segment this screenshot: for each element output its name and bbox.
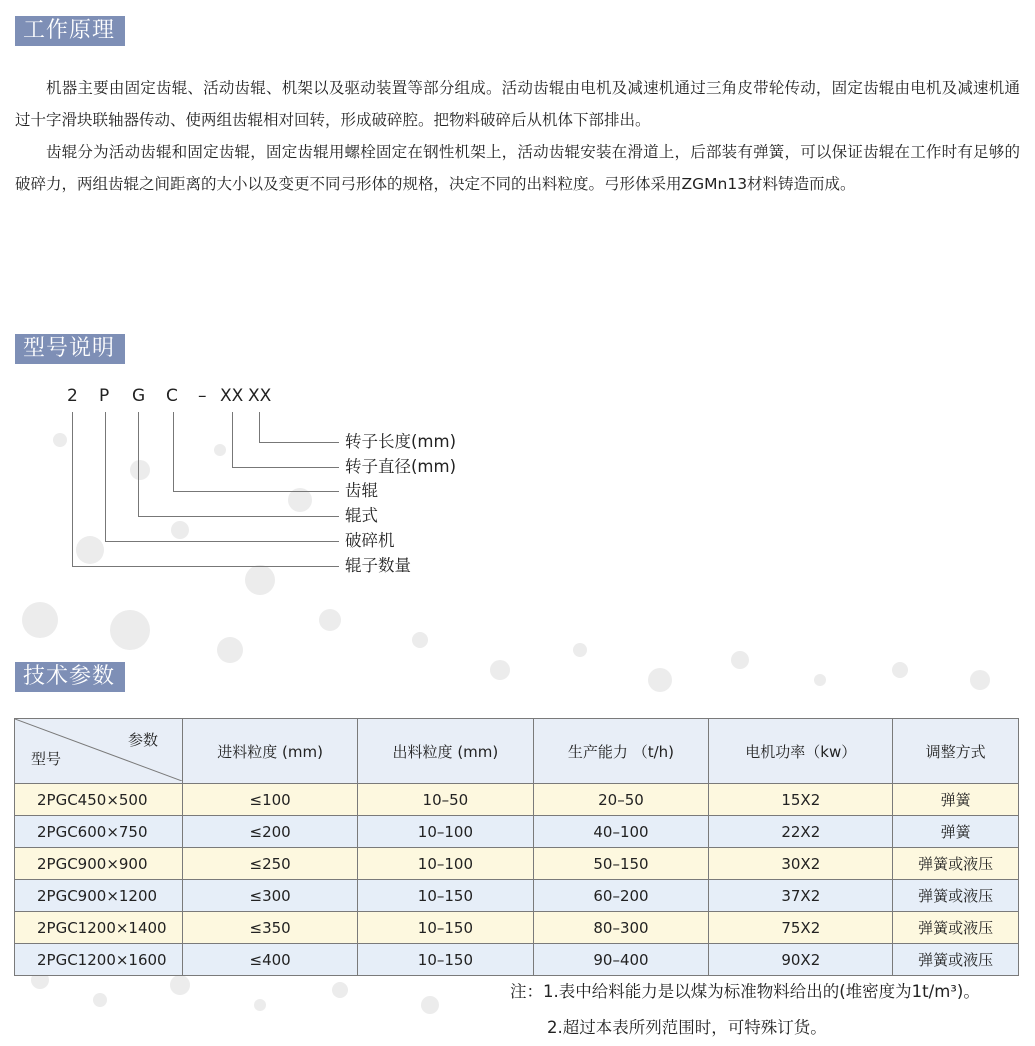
cell-adjustment: 弹簧或液压 — [893, 880, 1019, 912]
cell-capacity: 80–300 — [533, 912, 709, 944]
cell-motor-power: 37X2 — [709, 880, 893, 912]
code-char-roll-type: G — [132, 386, 146, 406]
code-rotor-diameter: XX — [220, 386, 244, 406]
header-feed-size: 进料粒度 (mm) — [183, 719, 358, 784]
cell-output-size: 10–100 — [358, 848, 533, 880]
intro-text — [15, 72, 1020, 200]
table-row — [15, 880, 1019, 912]
table-header-row — [15, 719, 1019, 784]
note-2: 2.超过本表所列范围时，可特殊订货。 — [547, 1018, 827, 1037]
table-row — [15, 912, 1019, 944]
cell-feed-size: ≤250 — [183, 848, 358, 880]
connector-line — [72, 566, 339, 567]
cell-output-size: 10–150 — [358, 880, 533, 912]
cell-feed-size: ≤400 — [183, 944, 358, 976]
cell-capacity: 50–150 — [533, 848, 709, 880]
cell-output-size: 10–150 — [358, 944, 533, 976]
legend-rotor-length: 转子长度(mm) — [345, 432, 457, 451]
cell-adjustment: 弹簧 — [893, 816, 1019, 848]
table-row — [15, 944, 1019, 976]
corner-label-model: 型号 — [31, 750, 62, 768]
code-char-tooth-roll: C — [166, 386, 178, 406]
table-corner-header — [15, 719, 183, 784]
cell-adjustment: 弹簧或液压 — [893, 848, 1019, 880]
cell-capacity: 40–100 — [533, 816, 709, 848]
header-output-size: 出料粒度 (mm) — [358, 719, 533, 784]
cell-motor-power: 90X2 — [709, 944, 893, 976]
code-rotor-length: XX — [248, 386, 272, 406]
header-adjustment: 调整方式 — [893, 719, 1019, 784]
section-title-technical-params: 技术参数 — [15, 662, 125, 692]
spec-table — [14, 718, 1019, 976]
connector-line — [173, 412, 174, 491]
cell-capacity: 20–50 — [533, 784, 709, 816]
cell-output-size: 10–100 — [358, 816, 533, 848]
legend-roller-count: 辊子数量 — [345, 556, 411, 575]
cell-capacity: 90–400 — [533, 944, 709, 976]
connector-line — [173, 491, 339, 492]
legend-roll-type: 辊式 — [345, 506, 378, 525]
legend-crusher: 破碎机 — [345, 531, 395, 550]
table-row — [15, 848, 1019, 880]
corner-label-params: 参数 — [127, 731, 158, 749]
cell-feed-size: ≤200 — [183, 816, 358, 848]
cell-motor-power: 15X2 — [709, 784, 893, 816]
connector-line — [105, 412, 106, 541]
legend-rotor-diameter: 转子直径(mm) — [345, 457, 457, 476]
intro-paragraph-1: 机器主要由固定齿辊、活动齿辊、机架以及驱动装置等部分组成。活动齿辊由电机及减速机通过三角皮带轮传动，固定齿辊由电机及减速机通过十字滑块联轴器传动、使两组齿辊相对回转，形成破碎腔。把物料破碎后从机体下部排出。 — [15, 79, 1020, 129]
legend-tooth-roll: 齿辊 — [345, 481, 378, 500]
connector-line — [105, 541, 339, 542]
connector-line — [138, 516, 339, 517]
cell-output-size: 10–50 — [358, 784, 533, 816]
note-1: 注：1.表中给料能力是以煤为标准物料给出的(堆密度为1t/m³)。 — [510, 982, 980, 1001]
cell-motor-power: 30X2 — [709, 848, 893, 880]
cell-motor-power: 75X2 — [709, 912, 893, 944]
connector-line — [232, 412, 233, 467]
cell-model: 2PGC1200×1400 — [15, 912, 183, 944]
cell-adjustment: 弹簧或液压 — [893, 912, 1019, 944]
connector-line — [138, 412, 139, 516]
header-motor-power: 电机功率（kw） — [709, 719, 893, 784]
code-char-crusher: P — [99, 386, 110, 406]
cell-feed-size: ≤350 — [183, 912, 358, 944]
header-capacity: 生产能力 （t/h) — [533, 719, 709, 784]
code-dash: – — [198, 386, 207, 406]
section-title-model-description: 型号说明 — [15, 334, 125, 364]
section-title-working-principle: 工作原理 — [15, 16, 125, 46]
connector-line — [259, 442, 339, 443]
cell-capacity: 60–200 — [533, 880, 709, 912]
cell-feed-size: ≤300 — [183, 880, 358, 912]
table-row — [15, 816, 1019, 848]
cell-adjustment: 弹簧 — [893, 784, 1019, 816]
table-row — [15, 784, 1019, 816]
connector-line — [72, 412, 73, 566]
intro-paragraph-2: 齿辊分为活动齿辊和固定齿辊，固定齿辊用螺栓固定在钢性机架上，活动齿辊安装在滑道上，后部装有弹簧，可以保证齿辊在工作时有足够的破碎力，两组齿辊之间距离的大小以及变更不同弓形体的规格，决定不同的出料粒度。弓形体采用ZGMn13材料铸造而成。 — [15, 143, 1020, 193]
cell-model: 2PGC900×1200 — [15, 880, 183, 912]
cell-output-size: 10–150 — [358, 912, 533, 944]
cell-adjustment: 弹簧或液压 — [893, 944, 1019, 976]
cell-model: 2PGC600×750 — [15, 816, 183, 848]
code-char-rollers: 2 — [67, 386, 78, 406]
cell-model: 2PGC450×500 — [15, 784, 183, 816]
connector-line — [232, 467, 339, 468]
cell-feed-size: ≤100 — [183, 784, 358, 816]
cell-motor-power: 22X2 — [709, 816, 893, 848]
cell-model: 2PGC900×900 — [15, 848, 183, 880]
table-notes — [510, 974, 980, 1046]
cell-model: 2PGC1200×1600 — [15, 944, 183, 976]
connector-line — [259, 412, 260, 442]
